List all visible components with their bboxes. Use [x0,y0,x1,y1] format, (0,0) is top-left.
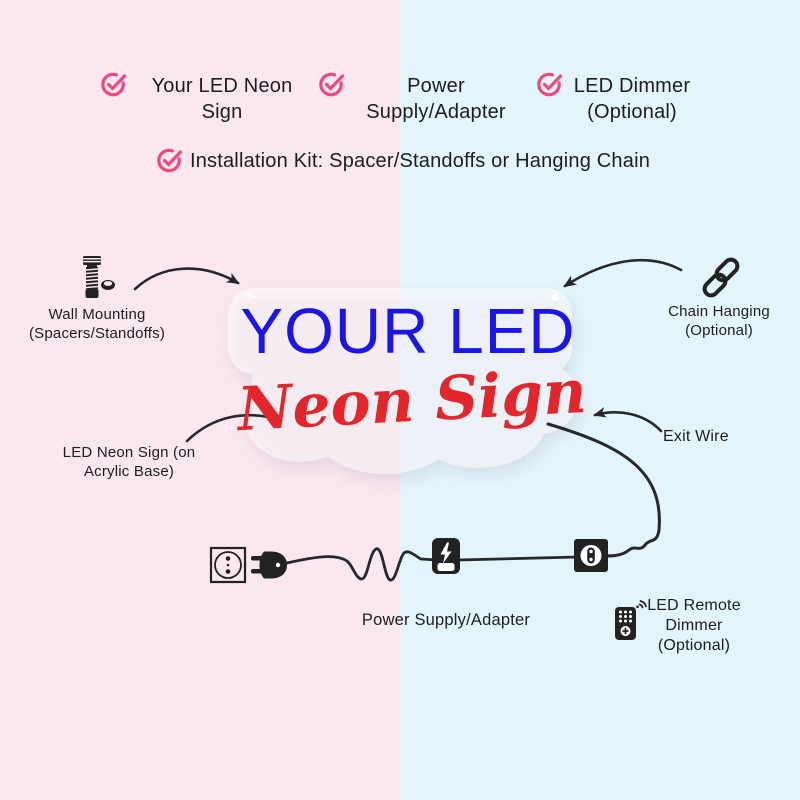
sign-subtitle: Neon Sign [235,356,589,446]
wall-mounting-label: Wall Mounting (Spacers/Standoffs) [28,306,166,342]
power-plug-icon [250,547,290,583]
exit-wire-path [548,424,659,556]
checklist-item-dimmer: LED Dimmer (Optional) [573,75,691,123]
screw-icon [70,254,118,302]
chain-link-icon [698,253,744,303]
arrow-wall-mounting [135,269,238,289]
arrow-chain-hanging [565,260,681,286]
power-adapter-icon [429,536,463,576]
adapter-dimmer-wire [458,557,578,560]
check-icon [318,70,346,98]
check-icon [536,70,564,98]
inline-dimmer-icon [572,538,610,574]
wall-outlet-icon [208,545,248,585]
remote-dimmer-label: LED Remote Dimmer (Optional) [647,597,741,654]
power-cord-path [287,549,437,580]
check-icon [100,70,128,98]
power-supply-label: Power Supply/Adapter [361,611,531,629]
checklist-item-power-supply: Power Supply/Adapter [366,75,506,123]
acrylic-base-label: LED Neon Sign (on Acrylic Base) [62,444,196,480]
chain-hanging-label: Chain Hanging (Optional) [668,303,770,339]
arrow-exit-wire [595,412,661,431]
checklist-item-installation-kit: Installation Kit: Spacer/Standoffs or Hanging Chain [189,150,651,172]
sign-title: YOUR LED [240,295,576,367]
exit-wire-label: Exit Wire [663,428,729,445]
checklist-item-neon-sign: Your LED Neon Sign [151,75,293,123]
